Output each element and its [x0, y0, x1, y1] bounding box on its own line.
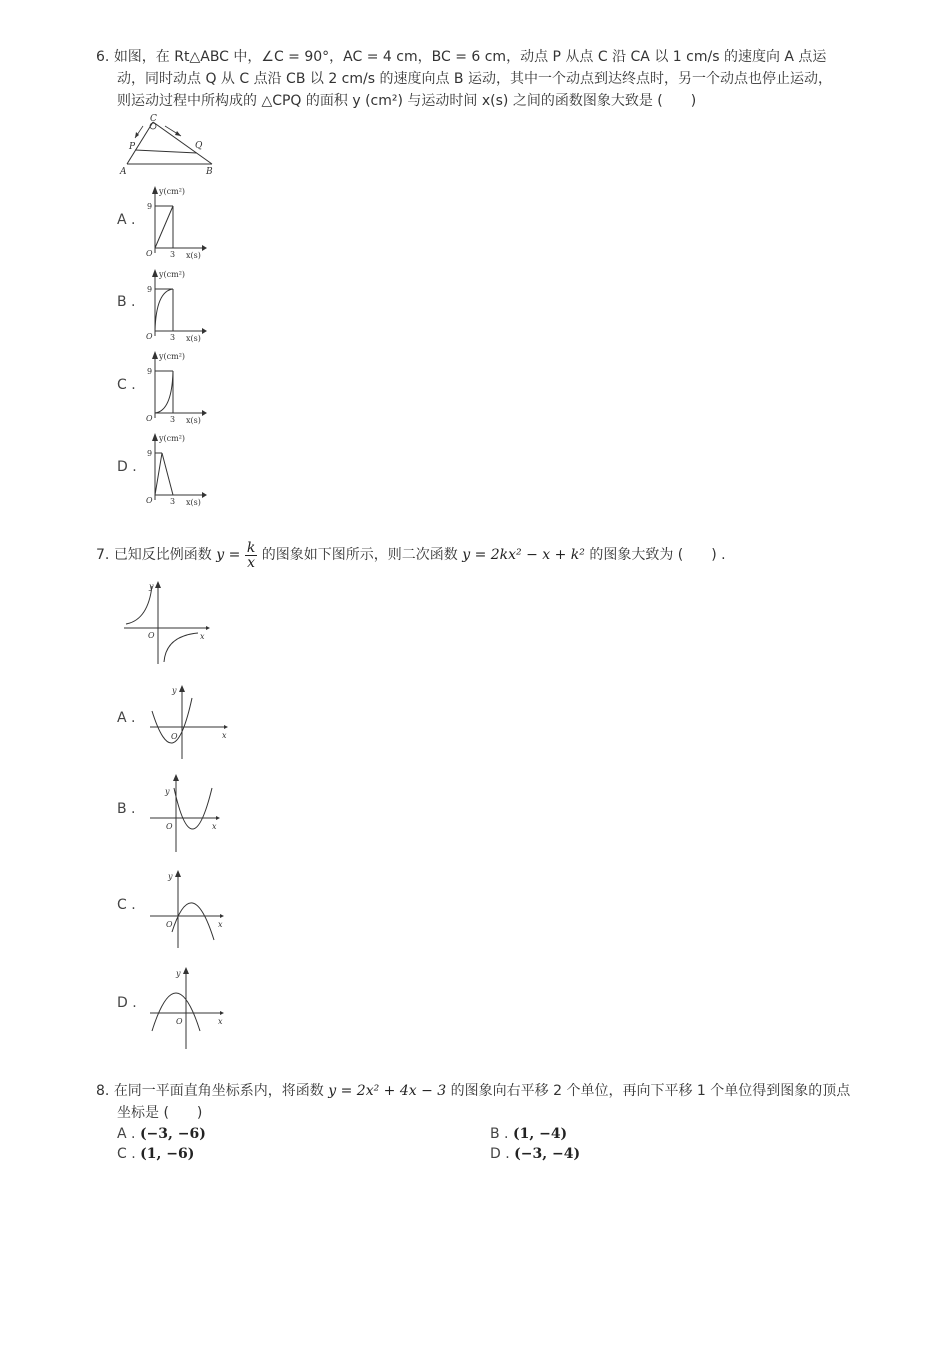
y-axis-label: y(cm²): [159, 352, 186, 361]
option-b-graph[interactable]: [146, 772, 232, 854]
question-text: 的图象如下图所示，则二次函数: [261, 547, 458, 563]
origin-label: O: [171, 732, 178, 741]
fraction: [245, 541, 257, 570]
question-text: 已知反比例函数: [113, 547, 212, 563]
question-7: [96, 540, 876, 570]
option-a-graph[interactable]: [140, 183, 210, 261]
fraction-numerator: k: [246, 539, 256, 556]
origin-label: O: [166, 920, 173, 929]
option-b-graph[interactable]: [140, 266, 210, 344]
origin-label: O: [148, 631, 155, 640]
x-tick-label: 3: [170, 250, 176, 259]
option-d-graph[interactable]: [140, 430, 210, 508]
option-c-label[interactable]: C .: [117, 897, 136, 913]
option-label: C .: [117, 1146, 136, 1162]
axis-y-label: y: [172, 686, 177, 695]
option-value: (1, −6): [140, 1146, 195, 1162]
axis-y-label: y: [149, 582, 154, 591]
option-value: (−3, −4): [514, 1146, 581, 1162]
point-label-a: A: [120, 167, 127, 177]
axis-y-label: y: [165, 787, 170, 796]
x-axis-label: x(s): [186, 498, 201, 507]
x-axis-label: x(s): [186, 251, 201, 260]
option-c-graph[interactable]: [140, 348, 210, 426]
y-axis-label: y(cm²): [159, 434, 186, 443]
origin-label: O: [146, 332, 153, 341]
option-c[interactable]: [117, 1146, 194, 1162]
question-number: 7.: [96, 547, 110, 563]
quadratic-function: y = 2kx² − x + k²: [462, 547, 585, 563]
x-axis-label: x(s): [186, 416, 201, 425]
option-c-label[interactable]: C .: [117, 377, 136, 393]
option-b-label[interactable]: B .: [117, 294, 136, 310]
option-a[interactable]: [117, 1126, 206, 1142]
origin-label: O: [146, 414, 153, 423]
axis-x-label: x: [212, 822, 217, 831]
axis-x-label: x: [222, 731, 227, 740]
axis-x-label: x: [200, 632, 205, 641]
axis-y-label: y: [168, 872, 173, 881]
question-number: 8.: [96, 1083, 110, 1099]
x-tick-label: 3: [170, 415, 176, 424]
option-d-label[interactable]: D .: [117, 459, 137, 475]
axis-x-label: x: [218, 1017, 223, 1026]
question-text-line: 坐标是 ( ): [117, 1105, 203, 1121]
point-label-b: B: [206, 167, 213, 177]
option-label: D .: [490, 1146, 510, 1162]
axis-y-label: y: [176, 969, 181, 978]
option-d-graph[interactable]: [146, 965, 232, 1051]
question-8: [96, 1080, 876, 1124]
origin-label: O: [146, 496, 153, 505]
triangle-figure: [115, 112, 220, 178]
option-d-label[interactable]: D .: [117, 995, 137, 1011]
option-label: A .: [117, 1126, 136, 1142]
question-text-line: 则运动过程中所构成的 △CPQ 的面积 y (cm²) 与运动时间 x(s) 之间的函数图象大致是 ( ): [117, 93, 697, 109]
axis-x-label: x: [218, 920, 223, 929]
option-d[interactable]: [490, 1146, 580, 1162]
option-label: B .: [490, 1126, 509, 1142]
option-a-label[interactable]: A .: [117, 212, 136, 228]
option-a-label[interactable]: A .: [117, 710, 136, 726]
function-lhs: y =: [216, 547, 241, 563]
point-label-c: C: [150, 114, 157, 124]
function-expression: y = 2x² + 4x − 3: [328, 1083, 447, 1099]
point-label-q: Q: [195, 141, 203, 151]
hyperbola-figure: [118, 578, 213, 666]
origin-label: O: [146, 249, 153, 258]
x-axis-label: x(s): [186, 334, 201, 343]
fraction-denominator: x: [247, 554, 255, 571]
point-label-p: P: [129, 142, 136, 152]
question-text-line: 如图，在 Rt△ABC 中，∠C = 90°，AC = 4 cm，BC = 6 cm，动点 P 从点 C 沿 CA 以 1 cm/s 的速度向 A 点运: [113, 49, 827, 65]
option-b[interactable]: [490, 1126, 567, 1142]
origin-label: O: [166, 822, 173, 831]
y-axis-label: y(cm²): [159, 187, 186, 196]
question-text: 在同一平面直角坐标系内，将函数: [113, 1083, 324, 1099]
y-axis-label: y(cm²): [159, 270, 186, 279]
question-text: 的图象大致为 ( ) .: [589, 547, 726, 563]
option-c-graph[interactable]: [146, 868, 232, 950]
option-value: (−3, −6): [139, 1126, 206, 1142]
x-tick-label: 3: [170, 333, 176, 342]
y-tick-label: 9: [147, 202, 153, 211]
question-number: 6.: [96, 49, 110, 65]
origin-label: O: [176, 1017, 183, 1026]
option-b-label[interactable]: B .: [117, 801, 136, 817]
option-a-graph[interactable]: [146, 683, 232, 761]
question-text: 的图象向右平移 2 个单位，再向下平移 1 个单位得到图象的顶点: [450, 1083, 851, 1099]
y-tick-label: 9: [147, 449, 153, 458]
x-tick-label: 3: [170, 497, 176, 506]
option-value: (1, −4): [512, 1126, 568, 1142]
y-tick-label: 9: [147, 367, 153, 376]
question-6: [96, 46, 876, 112]
y-tick-label: 9: [147, 285, 153, 294]
question-text-line: 动，同时动点 Q 从 C 点沿 CB 以 2 cm/s 的速度向点 B 运动，其中一个动点到达终点时，另一个动点也停止运动，: [117, 71, 832, 87]
